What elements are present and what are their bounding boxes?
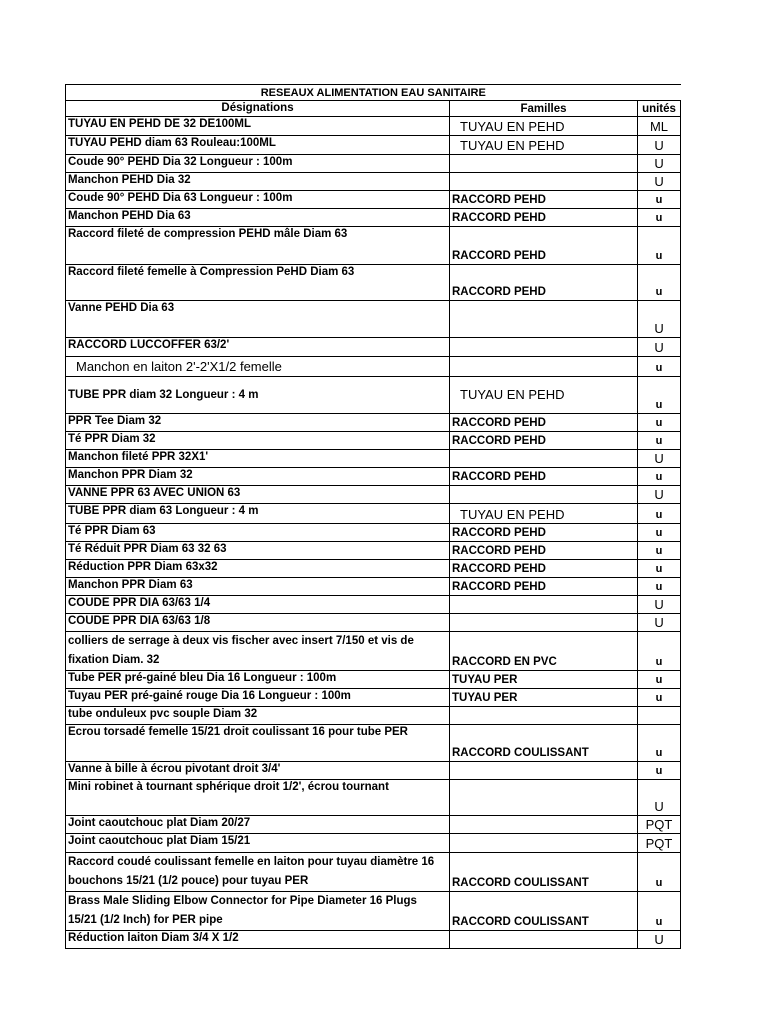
famille-cell: TUYAU PER (450, 689, 638, 707)
table-row (66, 432, 681, 450)
unite-cell: u (638, 853, 681, 892)
unite-cell: u (638, 432, 681, 450)
designation-cell: Ecrou torsadé femelle 15/21 droit coulissant 16 pour tube PER (66, 725, 450, 762)
table-header-row (66, 101, 681, 117)
famille-cell: RACCORD PEHD (450, 542, 638, 560)
designation-cell: Manchon en laiton 2'-2'X1/2 femelle (66, 357, 450, 377)
unite-cell: U (638, 136, 681, 155)
table-row (66, 227, 681, 265)
table-row (66, 136, 681, 155)
unite-cell: u (638, 762, 681, 780)
unite-cell: U (638, 450, 681, 468)
designation-cell: Coude 90° PEHD Dia 63 Longueur : 100m (66, 191, 450, 209)
unite-cell: u (638, 414, 681, 432)
famille-cell (450, 301, 638, 338)
famille-cell (450, 614, 638, 632)
header-unites: unités (638, 101, 681, 117)
unite-cell: u (638, 504, 681, 524)
unite-cell: U (638, 155, 681, 173)
table-title-row (66, 85, 681, 101)
famille-cell (450, 173, 638, 191)
unite-cell: u (638, 560, 681, 578)
unite-cell: U (638, 780, 681, 816)
unite-cell: u (638, 265, 681, 301)
table-row (66, 578, 681, 596)
designation-cell: COUDE PPR DIA 63/63 1/4 (66, 596, 450, 614)
famille-cell: RACCORD PEHD (450, 227, 638, 265)
designation-cell: TUYAU EN PEHD DE 32 DE100ML (66, 117, 450, 136)
unite-cell: u (638, 632, 681, 671)
table-row (66, 357, 681, 377)
designation-cell: Tube PER pré-gainé bleu Dia 16 Longueur : 100m (66, 671, 450, 689)
table-row (66, 671, 681, 689)
famille-cell: RACCORD COULISSANT (450, 853, 638, 892)
famille-cell: RACCORD PEHD (450, 432, 638, 450)
famille-cell: TUYAU EN PEHD (450, 504, 638, 524)
famille-cell (450, 338, 638, 357)
unite-cell: U (638, 931, 681, 949)
unite-cell: U (638, 173, 681, 191)
designation-cell: TUBE PPR diam 63 Longueur : 4 m (66, 504, 450, 524)
famille-cell: RACCORD EN PVC (450, 632, 638, 671)
table-row (66, 931, 681, 949)
table-row (66, 486, 681, 504)
designation-cell: TUBE PPR diam 32 Longueur : 4 m (66, 377, 450, 414)
designation-cell: Manchon fileté PPR 32X1' (66, 450, 450, 468)
table-title: RESEAUX ALIMENTATION EAU SANITAIRE (66, 85, 681, 101)
designation-cell: Mini robinet à tournant sphérique droit 1/2', écrou tournant (66, 780, 450, 816)
table-row (66, 632, 681, 671)
table-row (66, 338, 681, 357)
unite-cell: u (638, 357, 681, 377)
famille-cell: TUYAU EN PEHD (450, 377, 638, 414)
famille-cell (450, 155, 638, 173)
table-row (66, 762, 681, 780)
famille-cell: RACCORD PEHD (450, 578, 638, 596)
famille-cell: RACCORD PEHD (450, 560, 638, 578)
designation-cell: Brass Male Sliding Elbow Connector for Pipe Diameter 16 Plugs 15/21 (1/2 Inch) for PER pipe (66, 892, 450, 931)
designation-cell: Vanne à bille à écrou pivotant droit 3/4' (66, 762, 450, 780)
table-row (66, 265, 681, 301)
famille-cell: RACCORD COULISSANT (450, 892, 638, 931)
table-row (66, 560, 681, 578)
table-row (66, 524, 681, 542)
designation-cell: Manchon PEHD Dia 32 (66, 173, 450, 191)
table-row (66, 725, 681, 762)
table-row (66, 816, 681, 834)
unite-cell: U (638, 614, 681, 632)
unite-cell: ML (638, 117, 681, 136)
designation-cell: Raccord fileté femelle à Compression PeHD Diam 63 (66, 265, 450, 301)
famille-cell: RACCORD COULISSANT (450, 725, 638, 762)
unite-cell: PQT (638, 816, 681, 834)
unite-cell: u (638, 524, 681, 542)
designation-cell: Raccord fileté de compression PEHD mâle Diam 63 (66, 227, 450, 265)
famille-cell: RACCORD PEHD (450, 524, 638, 542)
designation-cell: Joint caoutchouc plat Diam 15/21 (66, 834, 450, 853)
table-row (66, 173, 681, 191)
table-row (66, 892, 681, 931)
unite-cell: u (638, 227, 681, 265)
designation-cell: Té PPR Diam 63 (66, 524, 450, 542)
unite-cell: u (638, 578, 681, 596)
table-row (66, 780, 681, 816)
famille-cell (450, 931, 638, 949)
table-row (66, 689, 681, 707)
table-row (66, 450, 681, 468)
famille-cell: TUYAU EN PEHD (450, 136, 638, 155)
designation-cell: Réduction laiton Diam 3/4 X 1/2 (66, 931, 450, 949)
table-row (66, 155, 681, 173)
unite-cell: u (638, 892, 681, 931)
table-row (66, 209, 681, 227)
unite-cell: u (638, 671, 681, 689)
designation-cell: RACCORD LUCCOFFER 63/2' (66, 338, 450, 357)
designation-cell: Tuyau PER pré-gainé rouge Dia 16 Longueur : 100m (66, 689, 450, 707)
header-familles: Familles (450, 101, 638, 117)
famille-cell (450, 450, 638, 468)
famille-cell: RACCORD PEHD (450, 191, 638, 209)
designation-cell: Coude 90° PEHD Dia 32 Longueur : 100m (66, 155, 450, 173)
famille-cell: RACCORD PEHD (450, 265, 638, 301)
designation-cell: Manchon PPR Diam 63 (66, 578, 450, 596)
designation-cell: PPR Tee Diam 32 (66, 414, 450, 432)
designation-cell: Té PPR Diam 32 (66, 432, 450, 450)
designation-cell: Raccord coudé coulissant femelle en laiton pour tuyau diamètre 16 bouchons 15/21 (1/2 pouce) pour tuyau PER (66, 853, 450, 892)
famille-cell (450, 780, 638, 816)
famille-cell: TUYAU EN PEHD (450, 117, 638, 136)
table-row (66, 301, 681, 338)
designation-cell: Joint caoutchouc plat Diam 20/27 (66, 816, 450, 834)
famille-cell (450, 816, 638, 834)
famille-cell (450, 762, 638, 780)
table-row (66, 468, 681, 486)
designation-cell: VANNE PPR 63 AVEC UNION 63 (66, 486, 450, 504)
famille-cell (450, 357, 638, 377)
designation-cell: TUYAU PEHD diam 63 Rouleau:100ML (66, 136, 450, 155)
unite-cell: U (638, 338, 681, 357)
famille-cell: RACCORD PEHD (450, 468, 638, 486)
unite-cell: u (638, 468, 681, 486)
famille-cell (450, 486, 638, 504)
table-row (66, 117, 681, 136)
unite-cell: u (638, 191, 681, 209)
famille-cell (450, 596, 638, 614)
unite-cell (638, 707, 681, 725)
table-row (66, 834, 681, 853)
table-row (66, 614, 681, 632)
designation-cell: Té Réduit PPR Diam 63 32 63 (66, 542, 450, 560)
table-row (66, 191, 681, 209)
designation-cell: Vanne PEHD Dia 63 (66, 301, 450, 338)
unite-cell: u (638, 689, 681, 707)
table-row (66, 707, 681, 725)
designation-cell: colliers de serrage à deux vis fischer avec insert 7/150 et vis de fixation Diam. 32 (66, 632, 450, 671)
unite-cell: u (638, 209, 681, 227)
unite-cell: u (638, 377, 681, 414)
designation-cell: Réduction PPR Diam 63x32 (66, 560, 450, 578)
famille-cell (450, 834, 638, 853)
table-row (66, 504, 681, 524)
famille-cell (450, 707, 638, 725)
table-row (66, 377, 681, 414)
unite-cell: U (638, 486, 681, 504)
designation-cell: Manchon PEHD Dia 63 (66, 209, 450, 227)
table-row (66, 414, 681, 432)
unite-cell: u (638, 542, 681, 560)
header-designations: Désignations (66, 101, 450, 117)
designation-cell: tube onduleux pvc souple Diam 32 (66, 707, 450, 725)
famille-cell: RACCORD PEHD (450, 414, 638, 432)
materials-table (65, 84, 681, 949)
unite-cell: PQT (638, 834, 681, 853)
famille-cell: TUYAU PER (450, 671, 638, 689)
designation-cell: Manchon PPR Diam 32 (66, 468, 450, 486)
unite-cell: U (638, 301, 681, 338)
unite-cell: u (638, 725, 681, 762)
table-row (66, 853, 681, 892)
table-row (66, 542, 681, 560)
famille-cell: RACCORD PEHD (450, 209, 638, 227)
unite-cell: U (638, 596, 681, 614)
designation-cell: COUDE PPR DIA 63/63 1/8 (66, 614, 450, 632)
table-row (66, 596, 681, 614)
